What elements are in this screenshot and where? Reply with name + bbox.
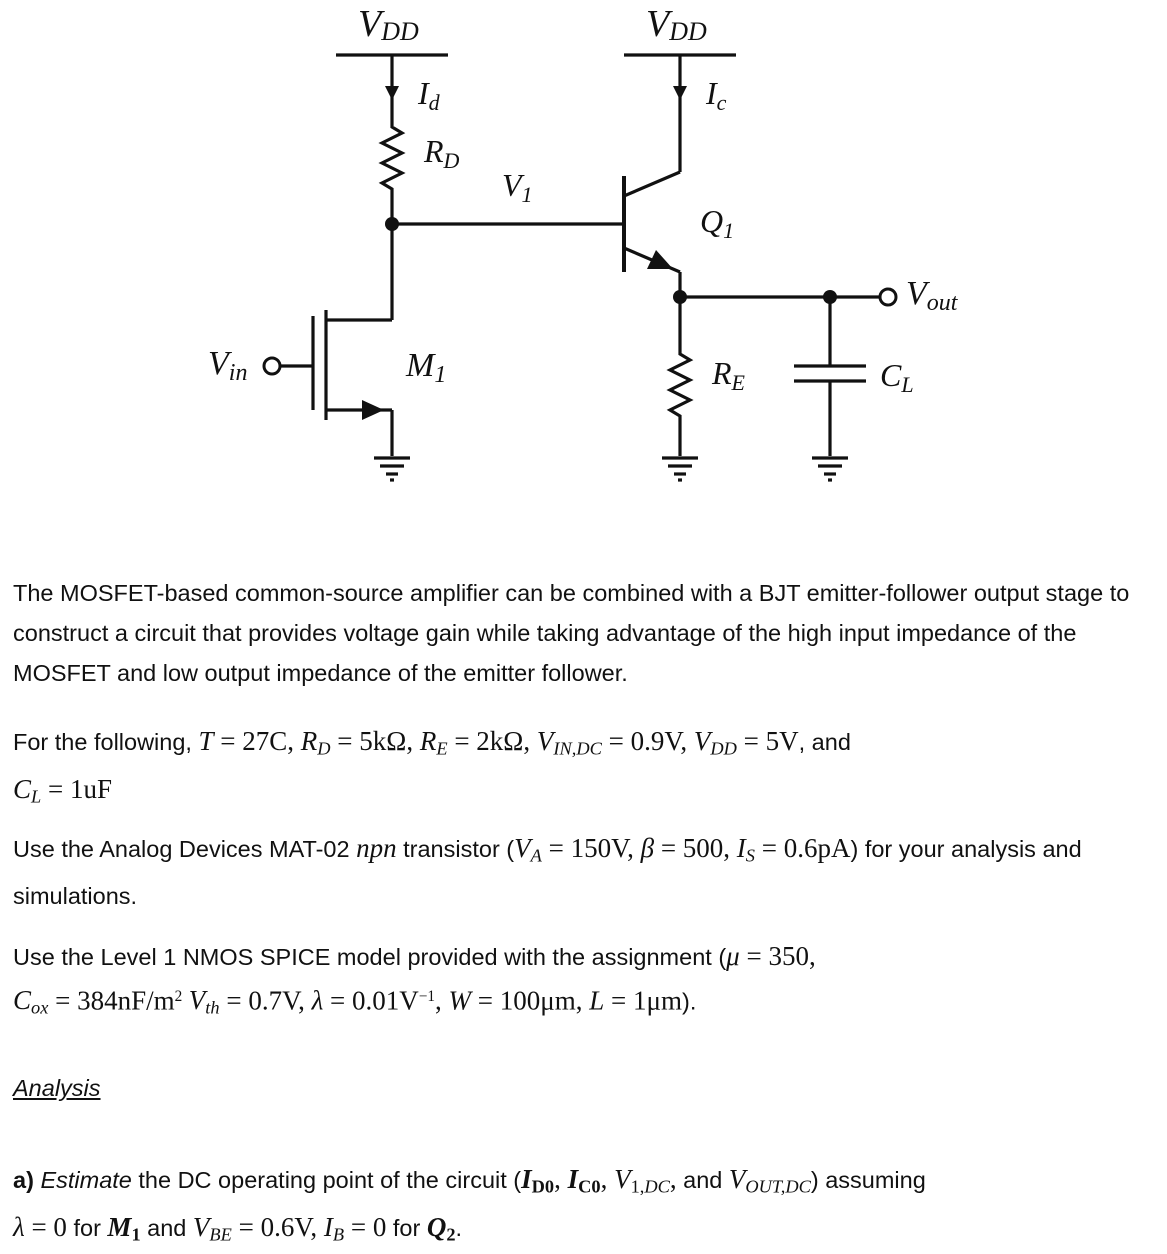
re-symbol: $R_E$	[419, 726, 448, 759]
t-symbol: T	[198, 726, 214, 756]
analysis-heading: Analysis	[13, 1075, 101, 1101]
intro-text: The MOSFET-based common-source amplifier can be combined with a BJT emitter-follower output stage to construct a circuit that provides voltage gain while taking advantage of the high input impedance of the MOSFET and low output impedance of the emitter follower.	[13, 580, 1130, 686]
vth-symbol: $V_{th}$	[188, 985, 220, 1018]
bjt-mid: transistor (	[403, 836, 515, 862]
cl-label: CL	[880, 357, 914, 397]
vth-value: 0.7V	[248, 985, 299, 1016]
l-value: 1μm	[633, 985, 682, 1016]
bjt-collector	[624, 172, 680, 196]
circuit-diagram	[0, 0, 1167, 540]
npn-text: npn	[356, 833, 397, 863]
vin-terminal	[264, 358, 280, 374]
vout-label: Vout	[906, 275, 958, 316]
va-symbol: $V_A$	[514, 833, 542, 866]
q1-label: Q1	[700, 203, 735, 243]
mosfet-source-arrow	[362, 400, 384, 420]
m1-label: M1	[406, 347, 447, 388]
va-value: 150V	[570, 833, 628, 863]
vdd-label-left: VDD	[358, 3, 419, 46]
lambda-value: 0.01V	[352, 985, 419, 1016]
vbe-value: 0.6V	[260, 1211, 311, 1242]
vdd-symbol: $V_{DD}$	[693, 726, 737, 759]
vin-label: Vin	[208, 345, 248, 386]
beta-value: 500	[682, 833, 724, 863]
node-v1	[385, 217, 399, 231]
cox-value: 384nF/m	[77, 985, 175, 1016]
intro-paragraph	[13, 573, 1163, 693]
question-a-label: a)	[13, 1167, 34, 1193]
cox-symbol: $C_{ox}$	[13, 985, 49, 1018]
question-a-verb: Estimate	[40, 1167, 132, 1193]
t-value: 27C	[242, 726, 288, 756]
ib-value: 0	[372, 1211, 387, 1242]
ic-label: Ic	[706, 75, 727, 115]
ground-right	[812, 458, 848, 480]
bjt-prefix: Use the Analog Devices MAT-02	[13, 836, 350, 862]
ground-middle	[662, 458, 698, 480]
id-label: Id	[418, 75, 440, 115]
vdd-value: 5V	[765, 726, 799, 756]
nmos-paragraph: Use the Level 1 NMOS SPICE model provided with the assignment (μ = 350, $C_{ox} = 384nF/m^2$ $V_{th} = 0.7V$, $\lambda = 0.01V^{-1}$, W = 100μm, L = 1μm).	[13, 941, 816, 1018]
node-emitter	[673, 290, 687, 304]
node-vout	[823, 290, 837, 304]
question-a-text: the DC operating point of the circuit (	[138, 1167, 522, 1193]
re-value: 2kΩ	[476, 726, 524, 756]
ic-arrow	[673, 86, 687, 100]
vin-dc-symbol: $V_{IN,DC}$	[536, 726, 602, 759]
v1-label: V1	[502, 167, 533, 207]
rd-label: RD	[424, 133, 460, 173]
is-symbol: $I_S$	[736, 833, 755, 866]
rd-symbol: $R_D$	[300, 726, 331, 759]
re-resistor	[670, 348, 690, 420]
bjt-suffix: ) for your analysis and simulations.	[13, 836, 1082, 909]
cl-symbol: $C_L$	[13, 773, 42, 807]
w-value: 100μm	[499, 985, 576, 1016]
params-prefix: For the following,	[13, 729, 192, 755]
nmos-prefix: Use the Level 1 NMOS SPICE model provided with the assignment (	[13, 944, 727, 970]
question-a-assuming: ) assuming	[810, 1167, 926, 1193]
question-a-for: for	[392, 1214, 421, 1241]
is-value: 0.6pA	[783, 833, 851, 863]
rd-resistor	[382, 120, 402, 192]
rd-value: 5kΩ	[359, 726, 407, 756]
id-arrow	[385, 86, 399, 100]
vdd-label-right: VDD	[646, 3, 707, 46]
vin-dc-value: 0.9V	[630, 726, 681, 756]
and-word: , and	[798, 729, 851, 755]
vout-terminal	[880, 289, 896, 305]
ground-left	[374, 458, 410, 480]
re-label: RE	[712, 355, 745, 395]
bjt-paragraph: Use the Analog Devices MAT-02 npn transistor ($V_A = 150V$, β = 500, $I_S = 0.6pA$) for your analysis and simulations.	[13, 833, 1082, 909]
cl-value: 1uF	[69, 773, 112, 804]
question-a-and: and	[147, 1214, 187, 1241]
mu-value: 350	[768, 941, 809, 971]
parameters-paragraph: For the following, T = 27C, $R_D = 5k\Omega$, $R_E = 2k\Omega$, $V_{IN,DC} = 0.9V$, $V_{DD} = 5V$, and $C_L = 1uF$	[13, 726, 851, 807]
question-a: a) Estimate the DC operating point of the circuit (ID0, IC0, $V1,_{DC}$, and $V_{OUT,DC}$) assuming λ = 0 for M1 and $V_{BE} = 0.6V$, $I_B = 0$ for Q2.	[13, 1164, 926, 1245]
